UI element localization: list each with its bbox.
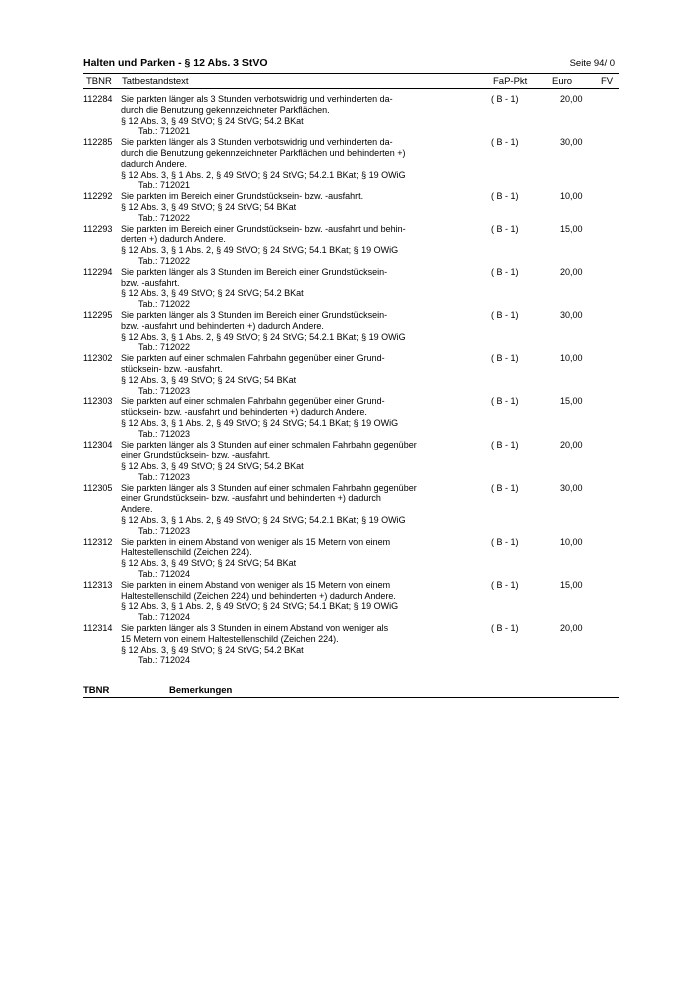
entry-text <box>121 267 441 310</box>
entry-text-line: Sie parkten länger als 3 Stunden verbotswidrig und verhinderten da- <box>121 94 393 104</box>
entry-tbnr: 112294 <box>83 266 113 277</box>
entry-text-line: derten +) dadurch Andere. <box>121 234 226 245</box>
entry-tbnr: 112284 <box>83 94 113 104</box>
entry-euro-amount: 20,00 <box>560 439 583 450</box>
entry-fap-points: ( B - 1) <box>491 191 519 202</box>
entry-fap-points: ( B - 1) <box>491 396 519 407</box>
entry-euro-amount: 15,00 <box>560 223 583 234</box>
entry-text-line: einer Grundstücksein- bzw. -ausfahrt und behinderten +) dadurch <box>121 493 381 504</box>
entry-tbnr: 112305 <box>83 482 113 493</box>
entry-fap-points: ( B - 1) <box>491 223 519 234</box>
entry-euro-amount: 20,00 <box>560 623 583 634</box>
entry-text-line: stücksein- bzw. -ausfahrt. <box>121 363 223 374</box>
entry-text-line: stücksein- bzw. -ausfahrt und behinderten +) dadurch Andere. <box>121 407 367 418</box>
entry-text-line: § 12 Abs. 3, § 49 StVO; § 24 StVG; 54.2 BKat <box>121 644 304 655</box>
entry-fap-points: ( B - 1) <box>491 536 519 547</box>
column-header-euro: Euro <box>552 76 573 87</box>
table-row <box>83 537 619 580</box>
entry-text-line: Sie parkten länger als 3 Stunden auf einer schmalen Fahrbahn gegenüber <box>121 482 417 493</box>
entry-euro-amount: 10,00 <box>560 353 583 364</box>
entry-fap-points: ( B - 1) <box>491 623 519 634</box>
table-row <box>83 224 619 267</box>
entry-fap-points: ( B - 1) <box>491 439 519 450</box>
entry-text-line: Sie parkten in einem Abstand von weniger als 15 Metern von einem <box>121 579 391 590</box>
entry-tab-ref: Tab.: 712023 <box>138 471 191 482</box>
entry-fap-points: ( B - 1) <box>491 309 519 320</box>
entry-text-line: Sie parkten in einem Abstand von weniger als 15 Metern von einem <box>121 536 391 547</box>
footer-remarks-label: Bemerkungen <box>169 685 233 696</box>
entry-euro-amount: 10,00 <box>560 191 583 202</box>
entry-tbnr: 112303 <box>83 396 113 407</box>
entry-text-line: § 12 Abs. 3, § 49 StVO; § 24 StVG; 54.2 BKat <box>121 461 304 472</box>
table-row <box>83 137 619 191</box>
column-header-tbnr: TBNR <box>86 76 112 87</box>
entry-tbnr: 112302 <box>83 353 113 364</box>
column-header-fap: FaP-Pkt <box>493 76 528 87</box>
entry-tab-ref: Tab.: 712023 <box>138 428 191 439</box>
entry-tab-ref: Tab.: 712021 <box>138 180 191 191</box>
entry-tbnr: 112285 <box>83 137 113 148</box>
entry-tab-ref: Tab.: 712023 <box>138 385 191 396</box>
entry-tab-ref: Tab.: 712024 <box>138 612 191 623</box>
entry-tab-ref: Tab.: 712022 <box>138 342 191 353</box>
entry-text-line: § 12 Abs. 3, § 1 Abs. 2, § 49 StVO; § 24 StVG; 54.1 BKat; § 19 OWiG <box>121 245 399 256</box>
entry-text-line: durch die Benutzung gekennzeichneter Parkflächen. <box>121 104 330 115</box>
entry-text-line: § 12 Abs. 3, § 1 Abs. 2, § 49 StVO; § 24 StVG; 54.2.1 BKat; § 19 OWiG <box>121 169 406 180</box>
entry-euro-amount: 30,00 <box>560 482 583 493</box>
table-row <box>83 580 619 623</box>
entry-text-line: § 12 Abs. 3, § 49 StVO; § 24 StVG; 54.2 BKat <box>121 288 304 299</box>
entry-fap-points: ( B - 1) <box>491 482 519 493</box>
entry-tab-ref: Tab.: 712023 <box>138 525 191 536</box>
entry-text <box>121 224 441 267</box>
document-footer <box>83 685 619 698</box>
document-header <box>83 57 619 71</box>
entry-text <box>121 137 441 191</box>
entry-euro-amount: 15,00 <box>560 396 583 407</box>
table-row <box>83 94 619 137</box>
entry-text <box>121 483 441 537</box>
entries-list <box>83 94 619 666</box>
entry-text-line: § 12 Abs. 3, § 49 StVO; § 24 StVG; 54.2 BKat <box>121 115 304 126</box>
column-header-fv: FV <box>601 76 614 87</box>
entry-text-line: durch die Benutzung gekennzeichneter Parkflächen und behinderten +) <box>121 147 406 158</box>
column-header-row <box>83 74 619 88</box>
entry-text-line: § 12 Abs. 3, § 49 StVO; § 24 StVG; 54 BKat <box>121 374 297 385</box>
entry-euro-amount: 20,00 <box>560 266 583 277</box>
table-row <box>83 267 619 310</box>
entry-text-line: bzw. -ausfahrt und behinderten +) dadurch Andere. <box>121 320 324 331</box>
entry-text <box>121 353 441 396</box>
entry-text-line: Andere. <box>121 504 153 515</box>
entry-tbnr: 112312 <box>83 536 113 547</box>
entry-tbnr: 112295 <box>83 309 113 320</box>
entry-tbnr: 112293 <box>83 223 113 234</box>
entry-text <box>121 310 441 353</box>
entry-text-line: Sie parkten im Bereich einer Grundstücksein- bzw. -ausfahrt. <box>121 191 364 202</box>
entry-text-line: § 12 Abs. 3, § 49 StVO; § 24 StVG; 54 BKat <box>121 201 297 212</box>
table-row <box>83 191 619 223</box>
entry-euro-amount: 20,00 <box>560 94 583 104</box>
entry-text <box>121 580 441 623</box>
entry-text <box>121 94 441 137</box>
entry-tbnr: 112292 <box>83 191 113 202</box>
entry-tab-ref: Tab.: 712021 <box>138 126 191 137</box>
entry-text-line: einer Grundstücksein- bzw. -ausfahrt. <box>121 450 271 461</box>
document-page <box>83 57 619 666</box>
entry-fap-points: ( B - 1) <box>491 94 519 104</box>
column-header-rule <box>83 88 619 89</box>
entry-text-line: Sie parkten im Bereich einer Grundstücksein- bzw. -ausfahrt und behin- <box>121 223 406 234</box>
entry-text-line: bzw. -ausfahrt. <box>121 277 180 288</box>
entry-text-line: Sie parkten länger als 3 Stunden verbotswidrig und verhinderten da- <box>121 137 393 148</box>
entry-text <box>121 191 441 223</box>
entry-tab-ref: Tab.: 712024 <box>138 655 191 666</box>
entry-fap-points: ( B - 1) <box>491 266 519 277</box>
entry-fap-points: ( B - 1) <box>491 353 519 364</box>
entry-fap-points: ( B - 1) <box>491 137 519 148</box>
entry-text-line: 15 Metern von einem Haltestellenschild (Zeichen 224). <box>121 633 339 644</box>
entry-text-line: Sie parkten länger als 3 Stunden im Bereich einer Grundstücksein- <box>121 266 388 277</box>
entry-fap-points: ( B - 1) <box>491 579 519 590</box>
entry-text-line: Sie parkten länger als 3 Stunden in einem Abstand von weniger als <box>121 623 389 634</box>
entry-text-line: Sie parkten länger als 3 Stunden auf einer schmalen Fahrbahn gegenüber <box>121 439 417 450</box>
page-number: Seite 94/ 0 <box>569 58 615 69</box>
table-row <box>83 483 619 537</box>
table-row <box>83 396 619 439</box>
document-title: Halten und Parken - § 12 Abs. 3 StVO <box>83 57 268 69</box>
table-row <box>83 310 619 353</box>
table-row <box>83 353 619 396</box>
entry-text-line: § 12 Abs. 3, § 49 StVO; § 24 StVG; 54 BKat <box>121 558 297 569</box>
entry-euro-amount: 30,00 <box>560 309 583 320</box>
entry-text-line: § 12 Abs. 3, § 1 Abs. 2, § 49 StVO; § 24 StVG; 54.1 BKat; § 19 OWiG <box>121 417 399 428</box>
entry-text-line: dadurch Andere. <box>121 158 188 169</box>
entry-text-line: Sie parkten auf einer schmalen Fahrbahn gegenüber einer Grund- <box>121 353 385 364</box>
footer-tbnr-label: TBNR <box>83 685 110 696</box>
entry-text <box>121 396 441 439</box>
entry-text <box>121 537 441 580</box>
entry-tab-ref: Tab.: 712022 <box>138 212 191 223</box>
entry-text-line: Sie parkten auf einer schmalen Fahrbahn gegenüber einer Grund- <box>121 396 385 407</box>
entry-tbnr: 112304 <box>83 439 113 450</box>
table-row <box>83 440 619 483</box>
entry-tab-ref: Tab.: 712022 <box>138 299 191 310</box>
entry-tbnr: 112313 <box>83 579 113 590</box>
entry-text-line: Sie parkten länger als 3 Stunden im Bereich einer Grundstücksein- <box>121 309 388 320</box>
entry-euro-amount: 30,00 <box>560 137 583 148</box>
entry-text-line: § 12 Abs. 3, § 1 Abs. 2, § 49 StVO; § 24 StVG; 54.2.1 BKat; § 19 OWiG <box>121 331 406 342</box>
entry-euro-amount: 10,00 <box>560 536 583 547</box>
entry-text-line: § 12 Abs. 3, § 1 Abs. 2, § 49 StVO; § 24 StVG; 54.1 BKat; § 19 OWiG <box>121 601 399 612</box>
entry-text <box>121 440 441 483</box>
entry-tab-ref: Tab.: 712022 <box>138 255 191 266</box>
entry-tab-ref: Tab.: 712024 <box>138 569 191 580</box>
entry-text-line: § 12 Abs. 3, § 1 Abs. 2, § 49 StVO; § 24 StVG; 54.2.1 BKat; § 19 OWiG <box>121 515 406 526</box>
entry-text <box>121 623 441 666</box>
table-row <box>83 623 619 666</box>
entry-text-line: Haltestellenschild (Zeichen 224) und behinderten +) dadurch Andere. <box>121 590 396 601</box>
entry-tbnr: 112314 <box>83 623 113 634</box>
footer-rule <box>83 697 619 698</box>
entry-text-line: Haltestellenschild (Zeichen 224). <box>121 547 252 558</box>
entry-euro-amount: 15,00 <box>560 579 583 590</box>
footer-row <box>83 685 619 697</box>
column-header-text: Tatbestandstext <box>122 76 189 87</box>
